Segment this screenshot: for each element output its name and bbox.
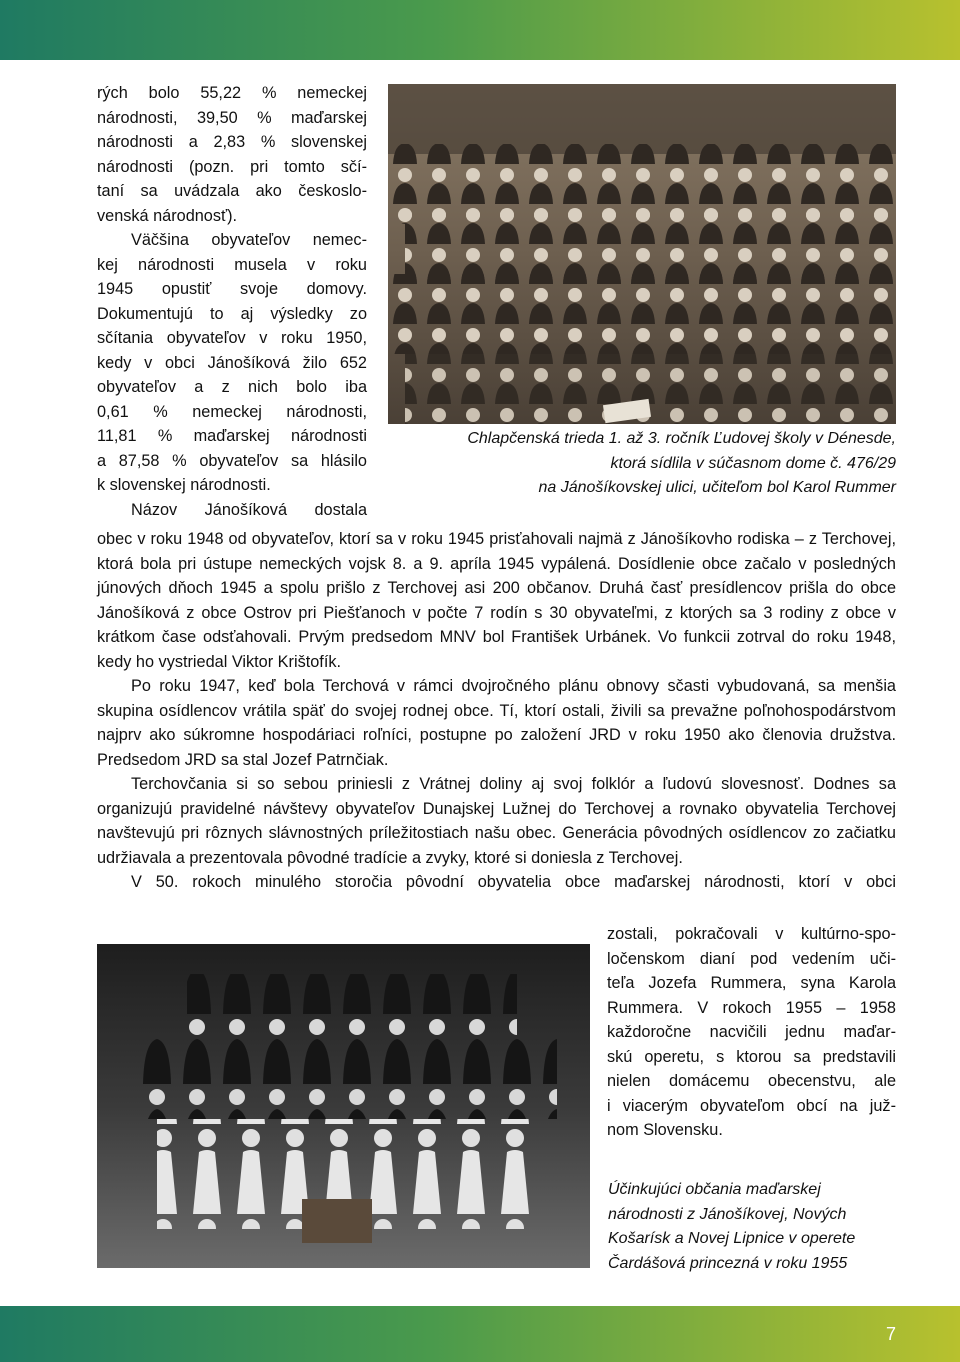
paragraph: Terchovčania si so sebou priniesli z Vrátnej doliny aj svoj folklór a ľudovú slovesnosť. Dodnes sa organizujú pravidelné návštevy obyvateľov Dunajskej Lužnej do Terchovej a rovnako obyvatelia Terchovej navštevujú pri rôznych slávnostných príležitostiach našu obec. Generácia pôvodných osídlencov zo začiatku udržiavala a prezentovala pôvodné tradície a zvyky, ktoré si doniesla z Terchovej. xyxy=(97,775,896,867)
text-line: sčítania obyvateľov v roku 1950, xyxy=(97,329,367,347)
caption-line: ktorá sídlila v súčasnom dome č. 476/29 xyxy=(610,454,896,472)
text-line: nom Slovensku. xyxy=(607,1121,723,1139)
school-photo-caption xyxy=(388,427,896,501)
text-line: národnosti, 39,50 % maďarskej xyxy=(97,108,367,127)
text-line: kedy v obci Jánošíková žilo 652 xyxy=(97,353,367,372)
caption-line: Košarísk a Novej Lipnice v operete xyxy=(608,1230,856,1247)
text-line: 0,61 % nemeckej národnosti, xyxy=(97,402,367,421)
school-class-photo xyxy=(388,84,896,424)
text-line: kej národnosti musela v roku xyxy=(97,255,367,274)
text-line: i viacerým obyvateľom obcí na juž- xyxy=(607,1096,896,1115)
text-line: zostali, pokračovali v kultúrno-spo- xyxy=(607,925,896,943)
caption-line: Účinkujúci občania maďarskej xyxy=(608,1181,821,1198)
page-number: 7 xyxy=(885,1324,896,1344)
text-line: skú operetu, s ktorou sa predstavili xyxy=(607,1047,896,1066)
text-line: Názov Jánošíková dostala xyxy=(131,500,367,519)
right-column-text xyxy=(607,922,896,1143)
text-line: a 87,58 % obyvateľov sa hlásilo xyxy=(97,451,367,470)
text-line: 11,81 % maďarskej národnosti xyxy=(97,427,367,445)
text-line: nielen domácemu obecenstvu, ale xyxy=(607,1072,896,1090)
paragraph: obec v roku 1948 od obyvateľov, ktorí sa v roku 1945 prisťahovali najmä z Jánošíkovho rodiska – z Terchovej, ktorá bola pri ústupe nemeckých vojsk 8. a 9. apríla 1945 vypálená. Dosídlenie obce začalo v posledných júnových dňoch 1945 a spolu prišlo z Terchovej asi 200 občanov. Druhá časť presídlencov prišla do obce Jánošíková z obce Ostrov pri Piešťanoch v počte 7 rodín s 30 obyvateľmi, z ktorých sa 3 rodiny z obce v krátkom čase odsťahovali. Prvým predsedom MNV bol František Urbánek. Vo funkcii zotrval do roku 1948, kedy ho vystriedal Viktor Krištofík. xyxy=(97,530,896,671)
text-line: obyvateľov a z nich bolo iba xyxy=(97,378,367,396)
text-line: rých bolo 55,22 % nemeckej xyxy=(97,84,367,102)
text-line: Väčšina obyvateľov nemec- xyxy=(131,231,367,249)
text-line: teľa Jozefa Rummera, syna Karola xyxy=(607,974,896,992)
paragraph: V 50. rokoch minulého storočia pôvodní obyvatelia obce maďarskej národnosti, ktorí v obci xyxy=(131,873,896,891)
text-line: ločenskom dianí pod vedením uči- xyxy=(607,949,896,968)
text-line: Dokumentujú to aj výsledky zo xyxy=(97,304,367,323)
header-band xyxy=(0,0,960,60)
main-text xyxy=(97,527,896,895)
text-line: národnosti a 2,83 % slovenskej xyxy=(97,133,367,151)
caption-line: národnosti z Jánošíkovej, Nových xyxy=(608,1205,847,1223)
text-line: k slovenskej národnosti. xyxy=(97,476,271,494)
caption-line: na Jánošíkovskej ulici, učiteľom bol Karol Rummer xyxy=(538,479,896,496)
text-line: národnosti (pozn. pri tomto sčí- xyxy=(97,157,367,176)
school-class-photo-image xyxy=(388,84,896,424)
text-line: každoročne nacvičili jednu maďar- xyxy=(607,1023,896,1041)
left-column-text xyxy=(97,81,367,522)
text-line: 1945 opustiť svoje domovy. xyxy=(97,280,367,298)
caption-line: Čardášová princezná v roku 1955 xyxy=(608,1254,848,1272)
operetta-photo-image xyxy=(97,944,590,1268)
operetta-photo xyxy=(97,944,590,1268)
footer-band xyxy=(0,1306,960,1362)
caption-line: Chlapčenská trieda 1. až 3. ročník Ľudovej školy v Dénesde, xyxy=(467,430,896,447)
text-line: taní sa uvádzala ako českoslo- xyxy=(97,182,367,200)
operetta-photo-caption xyxy=(608,1178,897,1276)
text-line: Rummera. V rokoch 1955 – 1958 xyxy=(607,998,896,1017)
paragraph: Po roku 1947, keď bola Terchová v rámci dvojročného plánu obnovy sčasti vybudovaná, sa menšia skupina osídlencov vrátila späť do svojej rodnej obce. Tí, ktorí ostali, živili sa prevažne poľnohospodárstvom najprv ako súkromne hospodáriaci roľníci, postupne po založení JRD v roku 1950 ako členovia družstva. Predsedom JRD sa stal Jozef Patrnčiak. xyxy=(97,677,896,769)
text-line: venská národnosť). xyxy=(97,206,238,225)
